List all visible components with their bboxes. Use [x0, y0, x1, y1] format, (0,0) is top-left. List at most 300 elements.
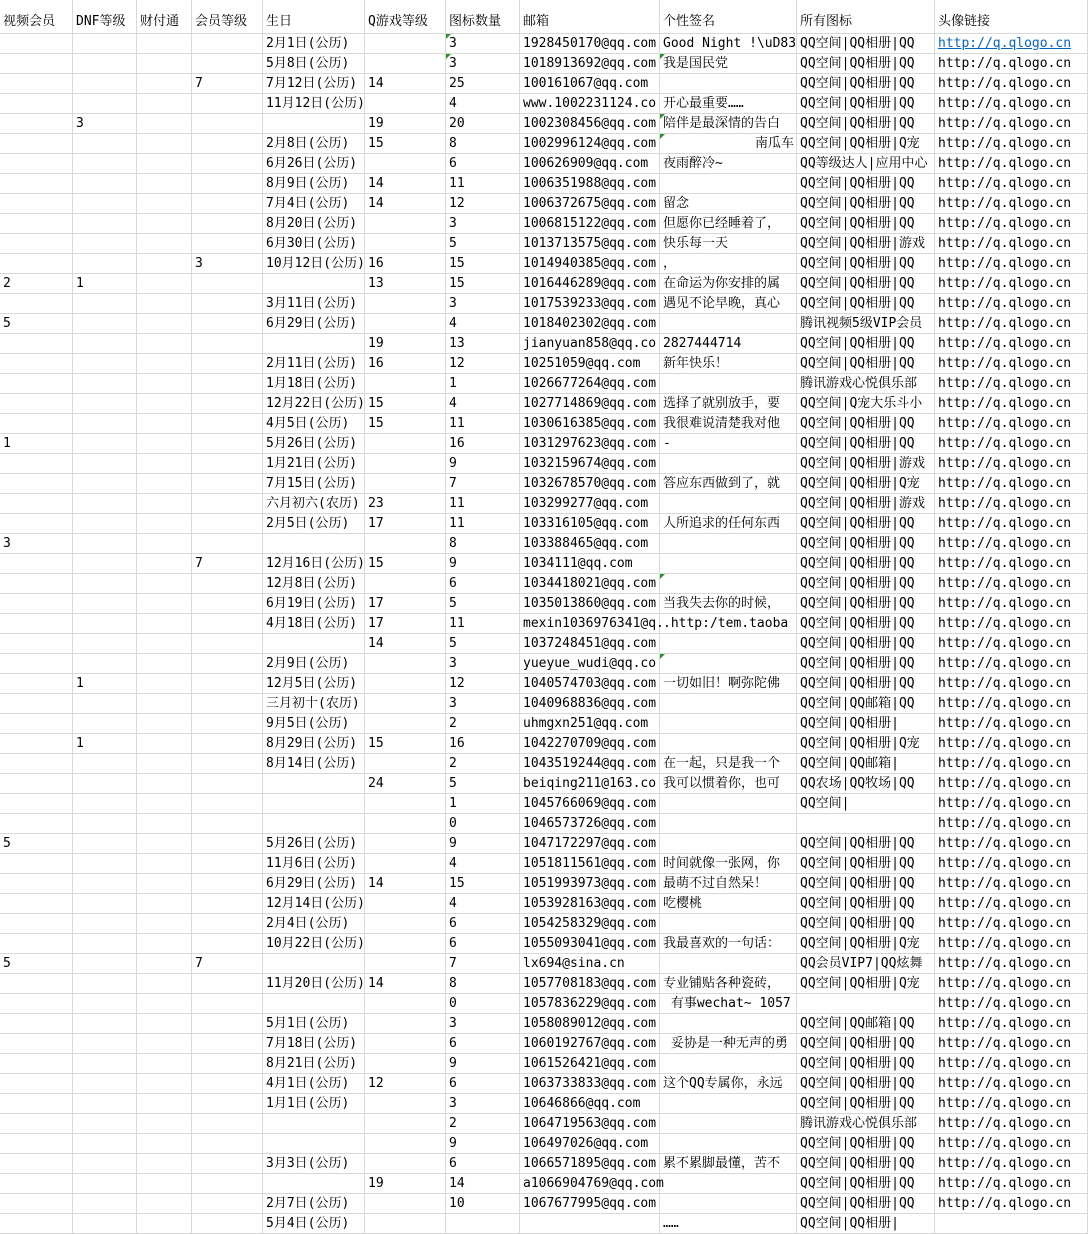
cell-dnf-level[interactable]	[73, 234, 137, 254]
cell-all-icons[interactable]: QQ空间|QQ相册|QQ	[797, 1034, 935, 1054]
cell-video-member[interactable]: 2	[0, 274, 73, 294]
cell-icon-count[interactable]: 12	[446, 354, 520, 374]
cell-tenpay[interactable]	[137, 454, 192, 474]
cell-video-member[interactable]	[0, 874, 73, 894]
cell-all-icons[interactable]: 腾讯视频5级VIP会员	[797, 314, 935, 334]
cell-tenpay[interactable]	[137, 494, 192, 514]
cell-member-level[interactable]	[192, 854, 263, 874]
cell-qgame-level[interactable]: 19	[365, 1174, 446, 1194]
cell-email[interactable]: 1060192767@qq.com	[520, 1034, 660, 1054]
cell-email[interactable]: yueyue_wudi@qq.co	[520, 654, 660, 674]
cell-icon-count[interactable]: 20	[446, 114, 520, 134]
cell-video-member[interactable]	[0, 254, 73, 274]
cell-all-icons[interactable]: QQ空间|QQ相册|QQ	[797, 34, 935, 54]
cell-video-member[interactable]	[0, 594, 73, 614]
cell-email[interactable]: 1053928163@qq.com	[520, 894, 660, 914]
cell-dnf-level[interactable]	[73, 474, 137, 494]
cell-icon-count[interactable]: 6	[446, 1034, 520, 1054]
cell-video-member[interactable]	[0, 1094, 73, 1114]
cell-avatar-link[interactable]	[935, 1054, 1088, 1074]
cell-qgame-level[interactable]	[365, 214, 446, 234]
cell-video-member[interactable]	[0, 1174, 73, 1194]
cell-all-icons[interactable]: QQ空间|QQ相册|QQ	[797, 334, 935, 354]
cell-all-icons[interactable]: 腾讯游戏心悦俱乐部	[797, 374, 935, 394]
cell-email[interactable]: 10251059@qq.com	[520, 354, 660, 374]
cell-tenpay[interactable]	[137, 994, 192, 1014]
cell-avatar-link[interactable]	[935, 134, 1088, 154]
cell-birthday[interactable]: 3月11日(公历)	[263, 294, 365, 314]
cell-member-level[interactable]	[192, 1074, 263, 1094]
cell-all-icons[interactable]: QQ空间|QQ相册|QQ	[797, 634, 935, 654]
cell-dnf-level[interactable]	[73, 494, 137, 514]
cell-icon-count[interactable]: 7	[446, 954, 520, 974]
cell-tenpay[interactable]	[137, 754, 192, 774]
cell-dnf-level[interactable]	[73, 1014, 137, 1034]
cell-video-member[interactable]	[0, 454, 73, 474]
cell-signature[interactable]: 2827444714	[660, 334, 797, 354]
cell-tenpay[interactable]	[137, 534, 192, 554]
cell-tenpay[interactable]	[137, 794, 192, 814]
cell-member-level[interactable]	[192, 434, 263, 454]
cell-tenpay[interactable]	[137, 1054, 192, 1074]
cell-all-icons[interactable]: QQ空间|QQ邮箱|QQ	[797, 1014, 935, 1034]
avatar-link[interactable]: http://q.qlogo.cn	[938, 36, 1072, 51]
cell-icon-count[interactable]: 15	[446, 254, 520, 274]
cell-icon-count[interactable]: 4	[446, 854, 520, 874]
header-cell-avatar-link[interactable]: 头像链接	[935, 0, 1088, 34]
cell-icon-count[interactable]: 3	[446, 694, 520, 714]
cell-signature[interactable]: 人所追求的任何东西	[660, 514, 797, 534]
cell-qgame-level[interactable]: 14	[365, 634, 446, 654]
cell-birthday[interactable]: 8月20日(公历)	[263, 214, 365, 234]
cell-video-member[interactable]	[0, 374, 73, 394]
cell-tenpay[interactable]	[137, 614, 192, 634]
cell-avatar-link[interactable]	[935, 674, 1088, 694]
cell-tenpay[interactable]	[137, 654, 192, 674]
cell-video-member[interactable]	[0, 334, 73, 354]
cell-birthday[interactable]: 12月14日(公历)	[263, 894, 365, 914]
cell-avatar-link[interactable]	[935, 434, 1088, 454]
cell-dnf-level[interactable]	[73, 974, 137, 994]
cell-dnf-level[interactable]	[73, 634, 137, 654]
cell-icon-count[interactable]: 8	[446, 534, 520, 554]
cell-tenpay[interactable]	[137, 634, 192, 654]
cell-tenpay[interactable]	[137, 1014, 192, 1034]
cell-all-icons[interactable]: QQ空间|QQ相册|QQ	[797, 254, 935, 274]
cell-avatar-link[interactable]	[935, 1194, 1088, 1214]
cell-dnf-level[interactable]	[73, 194, 137, 214]
cell-all-icons[interactable]: QQ等级达人|应用中心	[797, 154, 935, 174]
cell-member-level[interactable]	[192, 1214, 263, 1234]
cell-icon-count[interactable]: 14	[446, 1174, 520, 1194]
cell-signature[interactable]: -	[660, 434, 797, 454]
cell-avatar-link[interactable]	[935, 734, 1088, 754]
cell-dnf-level[interactable]	[73, 594, 137, 614]
cell-birthday[interactable]: 六月初六(农历)	[263, 494, 365, 514]
cell-tenpay[interactable]	[137, 34, 192, 54]
cell-email[interactable]: jianyuan858@qq.co	[520, 334, 660, 354]
cell-email[interactable]: 1058089012@qq.com	[520, 1014, 660, 1034]
cell-email[interactable]: 1040968836@qq.com	[520, 694, 660, 714]
cell-avatar-link[interactable]	[935, 834, 1088, 854]
cell-member-level[interactable]	[192, 594, 263, 614]
cell-icon-count[interactable]: 3	[446, 214, 520, 234]
cell-avatar-link[interactable]	[935, 1114, 1088, 1134]
cell-icon-count[interactable]: 6	[446, 574, 520, 594]
cell-signature[interactable]	[660, 634, 797, 654]
cell-qgame-level[interactable]: 14	[365, 974, 446, 994]
cell-video-member[interactable]	[0, 494, 73, 514]
cell-dnf-level[interactable]	[73, 754, 137, 774]
cell-birthday[interactable]: 1月18日(公历)	[263, 374, 365, 394]
cell-member-level[interactable]	[192, 734, 263, 754]
cell-signature[interactable]	[660, 494, 797, 514]
cell-qgame-level[interactable]	[365, 1094, 446, 1114]
cell-icon-count[interactable]: 2	[446, 754, 520, 774]
cell-tenpay[interactable]	[137, 334, 192, 354]
cell-birthday[interactable]: 9月5日(公历)	[263, 714, 365, 734]
cell-avatar-link[interactable]	[935, 174, 1088, 194]
cell-birthday[interactable]	[263, 1174, 365, 1194]
cell-birthday[interactable]	[263, 1134, 365, 1154]
cell-qgame-level[interactable]	[365, 714, 446, 734]
cell-video-member[interactable]	[0, 894, 73, 914]
cell-birthday[interactable]: 7月4日(公历)	[263, 194, 365, 214]
header-cell-tenpay[interactable]: 财付通	[137, 0, 192, 34]
cell-qgame-level[interactable]	[365, 994, 446, 1014]
cell-video-member[interactable]	[0, 554, 73, 574]
cell-qgame-level[interactable]	[365, 694, 446, 714]
cell-qgame-level[interactable]	[365, 574, 446, 594]
cell-avatar-link[interactable]	[935, 354, 1088, 374]
cell-qgame-level[interactable]	[365, 674, 446, 694]
cell-signature[interactable]: 开心最重要……	[660, 94, 797, 114]
cell-dnf-level[interactable]	[73, 354, 137, 374]
cell-tenpay[interactable]	[137, 314, 192, 334]
cell-email[interactable]: 1026677264@qq.com	[520, 374, 660, 394]
cell-dnf-level[interactable]	[73, 654, 137, 674]
header-cell-video-member[interactable]: 视频会员	[0, 0, 73, 34]
cell-qgame-level[interactable]: 17	[365, 594, 446, 614]
cell-avatar-link[interactable]	[935, 894, 1088, 914]
cell-video-member[interactable]	[0, 634, 73, 654]
cell-email[interactable]: 1066571895@qq.com	[520, 1154, 660, 1174]
cell-email[interactable]: 1037248451@qq.com	[520, 634, 660, 654]
cell-avatar-link[interactable]	[935, 234, 1088, 254]
cell-email[interactable]: mexin1036976341@q.	[520, 614, 660, 634]
cell-member-level[interactable]	[192, 94, 263, 114]
cell-birthday[interactable]: 5月8日(公历)	[263, 54, 365, 74]
cell-email[interactable]: 1018913692@qq.com	[520, 54, 660, 74]
cell-avatar-link[interactable]	[935, 994, 1088, 1014]
cell-qgame-level[interactable]: 14	[365, 174, 446, 194]
cell-dnf-level[interactable]	[73, 794, 137, 814]
cell-birthday[interactable]	[263, 794, 365, 814]
cell-member-level[interactable]	[192, 994, 263, 1014]
cell-all-icons[interactable]: QQ空间|QQ相册|QQ	[797, 1094, 935, 1114]
cell-signature[interactable]: 在一起，只是我一个	[660, 754, 797, 774]
cell-qgame-level[interactable]	[365, 34, 446, 54]
cell-avatar-link[interactable]	[935, 414, 1088, 434]
cell-email[interactable]: 10646866@qq.com	[520, 1094, 660, 1114]
cell-tenpay[interactable]	[137, 674, 192, 694]
cell-birthday[interactable]: 5月26日(公历)	[263, 434, 365, 454]
cell-dnf-level[interactable]	[73, 214, 137, 234]
cell-email[interactable]: 1054258329@qq.com	[520, 914, 660, 934]
cell-email[interactable]: 1034418021@qq.com	[520, 574, 660, 594]
cell-email[interactable]: a1066904769@qq.com	[520, 1174, 660, 1194]
cell-tenpay[interactable]	[137, 274, 192, 294]
cell-icon-count[interactable]: 9	[446, 554, 520, 574]
cell-all-icons[interactable]: QQ空间|QQ相册|QQ	[797, 614, 935, 634]
cell-qgame-level[interactable]	[365, 454, 446, 474]
cell-video-member[interactable]: 5	[0, 834, 73, 854]
cell-dnf-level[interactable]	[73, 814, 137, 834]
cell-signature[interactable]: 当我失去你的时候，	[660, 594, 797, 614]
cell-qgame-level[interactable]	[365, 1154, 446, 1174]
cell-all-icons[interactable]: QQ空间|QQ邮箱|	[797, 754, 935, 774]
cell-signature[interactable]	[660, 954, 797, 974]
cell-tenpay[interactable]	[137, 954, 192, 974]
cell-birthday[interactable]: 2月1日(公历)	[263, 34, 365, 54]
cell-icon-count[interactable]: 12	[446, 194, 520, 214]
cell-qgame-level[interactable]	[365, 654, 446, 674]
cell-birthday[interactable]: 4月5日(公历)	[263, 414, 365, 434]
cell-signature[interactable]	[660, 374, 797, 394]
cell-all-icons[interactable]: QQ空间|QQ相册|QQ	[797, 1074, 935, 1094]
cell-birthday[interactable]: 2月5日(公历)	[263, 514, 365, 534]
cell-signature[interactable]	[660, 834, 797, 854]
cell-icon-count[interactable]: 0	[446, 814, 520, 834]
cell-email[interactable]: 1040574703@qq.com	[520, 674, 660, 694]
cell-dnf-level[interactable]	[73, 874, 137, 894]
cell-member-level[interactable]	[192, 474, 263, 494]
cell-qgame-level[interactable]	[365, 934, 446, 954]
cell-video-member[interactable]	[0, 94, 73, 114]
cell-icon-count[interactable]: 9	[446, 834, 520, 854]
cell-qgame-level[interactable]	[365, 1194, 446, 1214]
cell-dnf-level[interactable]	[73, 1074, 137, 1094]
cell-birthday[interactable]: 12月16日(公历)	[263, 554, 365, 574]
cell-signature[interactable]: 妥协是一种无声的勇	[660, 1034, 797, 1054]
cell-signature[interactable]	[660, 454, 797, 474]
cell-all-icons[interactable]: QQ空间|QQ相册|QQ	[797, 674, 935, 694]
cell-signature[interactable]: 留念	[660, 194, 797, 214]
cell-email[interactable]: 1057708183@qq.com	[520, 974, 660, 994]
cell-avatar-link[interactable]	[935, 1154, 1088, 1174]
cell-member-level[interactable]	[192, 834, 263, 854]
cell-tenpay[interactable]	[137, 814, 192, 834]
cell-email[interactable]: 1032678570@qq.com	[520, 474, 660, 494]
cell-icon-count[interactable]: 1	[446, 374, 520, 394]
cell-icon-count[interactable]: 3	[446, 1094, 520, 1114]
cell-email[interactable]: 1014940385@qq.com	[520, 254, 660, 274]
cell-signature[interactable]: 在命运为你安排的属	[660, 274, 797, 294]
cell-tenpay[interactable]	[137, 354, 192, 374]
cell-dnf-level[interactable]	[73, 514, 137, 534]
cell-all-icons[interactable]: QQ空间|QQ相册|QQ	[797, 854, 935, 874]
cell-qgame-level[interactable]: 19	[365, 114, 446, 134]
cell-video-member[interactable]	[0, 1214, 73, 1234]
cell-all-icons[interactable]: QQ空间|QQ邮箱|QQ	[797, 694, 935, 714]
cell-video-member[interactable]	[0, 194, 73, 214]
cell-dnf-level[interactable]	[73, 254, 137, 274]
cell-birthday[interactable]: 7月18日(公历)	[263, 1034, 365, 1054]
cell-all-icons[interactable]: QQ空间|QQ相册|QQ	[797, 74, 935, 94]
cell-qgame-level[interactable]: 16	[365, 354, 446, 374]
cell-birthday[interactable]: 11月20日(公历)	[263, 974, 365, 994]
cell-tenpay[interactable]	[137, 154, 192, 174]
cell-all-icons[interactable]: QQ空间|QQ相册|QQ	[797, 1194, 935, 1214]
cell-qgame-level[interactable]	[365, 794, 446, 814]
cell-email[interactable]: 1002308456@qq.com	[520, 114, 660, 134]
cell-signature[interactable]	[660, 534, 797, 554]
cell-avatar-link[interactable]	[935, 714, 1088, 734]
cell-dnf-level[interactable]	[73, 174, 137, 194]
cell-dnf-level[interactable]	[73, 554, 137, 574]
cell-all-icons[interactable]: QQ空间|QQ相册|QQ	[797, 174, 935, 194]
cell-email[interactable]: 1042270709@qq.com	[520, 734, 660, 754]
cell-qgame-level[interactable]: 14	[365, 74, 446, 94]
cell-qgame-level[interactable]	[365, 434, 446, 454]
cell-birthday[interactable]: 2月8日(公历)	[263, 134, 365, 154]
header-cell-email[interactable]: 邮箱	[520, 0, 660, 34]
cell-avatar-link[interactable]	[935, 74, 1088, 94]
cell-all-icons[interactable]: QQ空间|QQ相册|	[797, 1214, 935, 1234]
cell-qgame-level[interactable]: 14	[365, 194, 446, 214]
cell-birthday[interactable]: 1月1日(公历)	[263, 1094, 365, 1114]
cell-email[interactable]: 1063733833@qq.com	[520, 1074, 660, 1094]
cell-birthday[interactable]: 6月30日(公历)	[263, 234, 365, 254]
cell-icon-count[interactable]: 25	[446, 74, 520, 94]
cell-avatar-link[interactable]	[935, 314, 1088, 334]
cell-member-level[interactable]	[192, 54, 263, 74]
cell-signature[interactable]	[660, 314, 797, 334]
cell-tenpay[interactable]	[137, 714, 192, 734]
cell-avatar-link[interactable]	[935, 374, 1088, 394]
cell-qgame-level[interactable]	[365, 954, 446, 974]
cell-avatar-link[interactable]	[935, 574, 1088, 594]
cell-member-level[interactable]	[192, 114, 263, 134]
cell-email[interactable]: 1006815122@qq.com	[520, 214, 660, 234]
cell-signature[interactable]: 一切如旧！啊弥陀佛	[660, 674, 797, 694]
cell-birthday[interactable]: 11月6日(公历)	[263, 854, 365, 874]
cell-signature[interactable]: 时间就像一张网，你	[660, 854, 797, 874]
header-cell-signature[interactable]: 个性签名	[660, 0, 797, 34]
cell-birthday[interactable]: 7月12日(公历)	[263, 74, 365, 94]
cell-icon-count[interactable]: 13	[446, 334, 520, 354]
cell-avatar-link[interactable]	[935, 934, 1088, 954]
cell-member-level[interactable]	[192, 494, 263, 514]
cell-birthday[interactable]: 11月12日(公历)	[263, 94, 365, 114]
cell-birthday[interactable]	[263, 634, 365, 654]
cell-tenpay[interactable]	[137, 374, 192, 394]
cell-birthday[interactable]: 5月1日(公历)	[263, 1014, 365, 1034]
cell-birthday[interactable]: 12月5日(公历)	[263, 674, 365, 694]
cell-dnf-level[interactable]	[73, 454, 137, 474]
cell-avatar-link[interactable]	[935, 634, 1088, 654]
cell-member-level[interactable]	[192, 754, 263, 774]
cell-all-icons[interactable]: QQ空间|QQ相册|QQ	[797, 294, 935, 314]
cell-birthday[interactable]: 12月22日(公历)	[263, 394, 365, 414]
cell-member-level[interactable]	[192, 154, 263, 174]
cell-birthday[interactable]	[263, 774, 365, 794]
cell-icon-count[interactable]: 6	[446, 1154, 520, 1174]
cell-tenpay[interactable]	[137, 834, 192, 854]
cell-qgame-level[interactable]	[365, 474, 446, 494]
cell-video-member[interactable]	[0, 734, 73, 754]
cell-avatar-link[interactable]	[935, 974, 1088, 994]
cell-birthday[interactable]: 8月29日(公历)	[263, 734, 365, 754]
cell-member-level[interactable]	[192, 1114, 263, 1134]
cell-icon-count[interactable]: 6	[446, 1074, 520, 1094]
cell-email[interactable]: 1046573726@qq.com	[520, 814, 660, 834]
cell-email[interactable]: 1061526421@qq.com	[520, 1054, 660, 1074]
cell-qgame-level[interactable]: 14	[365, 874, 446, 894]
cell-member-level[interactable]	[192, 1014, 263, 1034]
cell-email[interactable]: 106497026@qq.com	[520, 1134, 660, 1154]
cell-icon-count[interactable]: 6	[446, 934, 520, 954]
cell-qgame-level[interactable]: 24	[365, 774, 446, 794]
cell-member-level[interactable]	[192, 134, 263, 154]
cell-tenpay[interactable]	[137, 114, 192, 134]
header-cell-birthday[interactable]: 生日	[263, 0, 365, 34]
cell-signature[interactable]: 累不累脚最懂，苦不	[660, 1154, 797, 1174]
cell-birthday[interactable]: 7月15日(公历)	[263, 474, 365, 494]
cell-avatar-link[interactable]	[935, 554, 1088, 574]
cell-member-level[interactable]	[192, 614, 263, 634]
cell-member-level[interactable]	[192, 354, 263, 374]
cell-birthday[interactable]	[263, 814, 365, 834]
cell-member-level[interactable]	[192, 314, 263, 334]
cell-video-member[interactable]	[0, 474, 73, 494]
cell-tenpay[interactable]	[137, 594, 192, 614]
cell-dnf-level[interactable]	[73, 1174, 137, 1194]
cell-icon-count[interactable]: 16	[446, 434, 520, 454]
cell-tenpay[interactable]	[137, 214, 192, 234]
cell-member-level[interactable]: 7	[192, 554, 263, 574]
cell-birthday[interactable]	[263, 1114, 365, 1134]
cell-qgame-level[interactable]: 13	[365, 274, 446, 294]
header-cell-member-level[interactable]: 会员等级	[192, 0, 263, 34]
cell-birthday[interactable]	[263, 954, 365, 974]
cell-icon-count[interactable]: 4	[446, 314, 520, 334]
cell-tenpay[interactable]	[137, 1174, 192, 1194]
cell-signature[interactable]: 最萌不过自然呆！	[660, 874, 797, 894]
cell-video-member[interactable]	[0, 414, 73, 434]
cell-avatar-link[interactable]	[935, 254, 1088, 274]
cell-member-level[interactable]	[192, 634, 263, 654]
cell-birthday[interactable]	[263, 534, 365, 554]
cell-email[interactable]: uhmgxn251@qq.com	[520, 714, 660, 734]
cell-all-icons[interactable]: QQ空间|QQ相册|QQ	[797, 554, 935, 574]
cell-all-icons[interactable]: QQ空间|QQ相册|游戏	[797, 454, 935, 474]
cell-icon-count[interactable]: 9	[446, 454, 520, 474]
cell-member-level[interactable]	[192, 694, 263, 714]
cell-icon-count[interactable]: 16	[446, 734, 520, 754]
cell-signature[interactable]	[660, 1114, 797, 1134]
cell-video-member[interactable]	[0, 774, 73, 794]
cell-all-icons[interactable]: QQ空间|QQ相册|QQ	[797, 434, 935, 454]
cell-signature[interactable]	[660, 1054, 797, 1074]
cell-birthday[interactable]: 10月22日(公历)	[263, 934, 365, 954]
cell-icon-count[interactable]: 11	[446, 414, 520, 434]
cell-member-level[interactable]	[192, 1154, 263, 1174]
cell-birthday[interactable]	[263, 274, 365, 294]
cell-birthday[interactable]: 6月29日(公历)	[263, 314, 365, 334]
cell-icon-count[interactable]: 7	[446, 474, 520, 494]
cell-video-member[interactable]	[0, 234, 73, 254]
